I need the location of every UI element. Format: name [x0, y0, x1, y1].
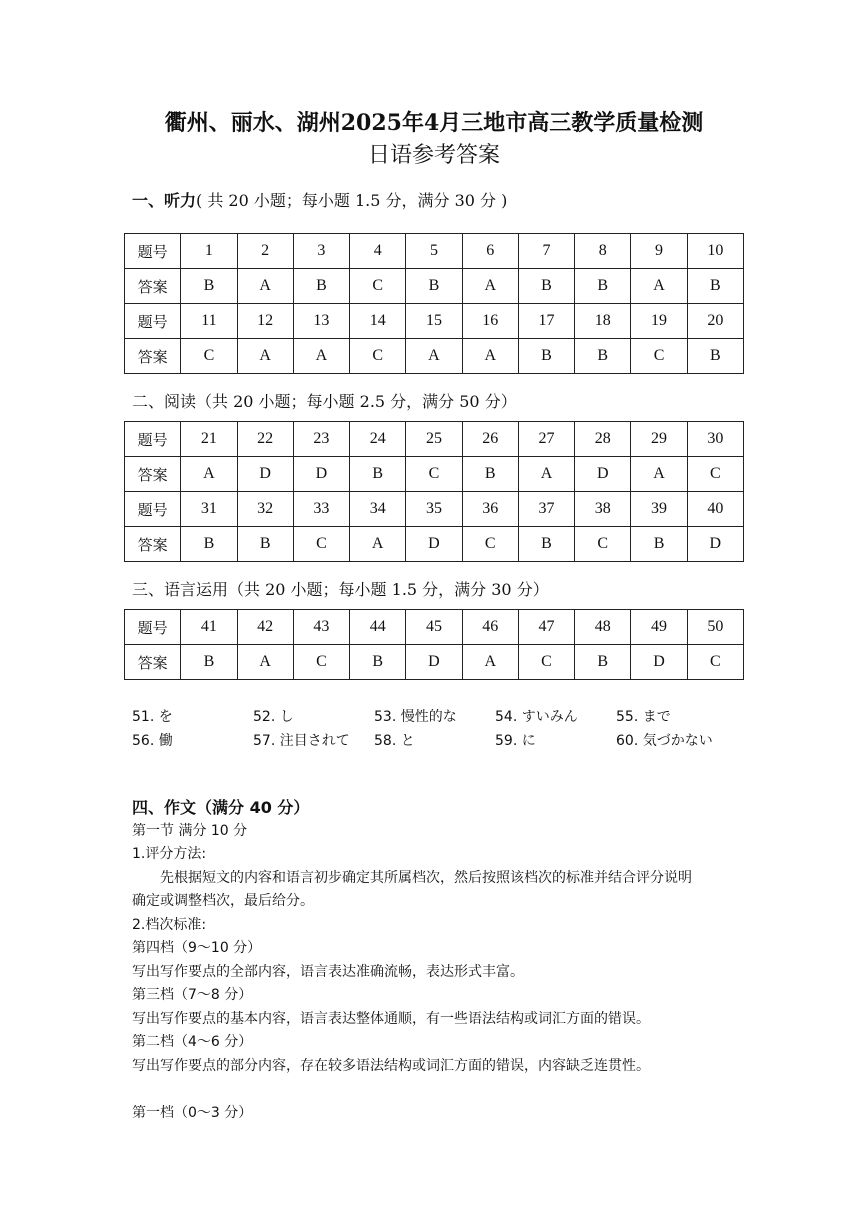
table-cell: D: [406, 527, 462, 562]
page-title: 衢州、丽水、湖州2025年4月三地市高三教学质量检测: [164, 110, 704, 136]
row-label: 答案: [125, 269, 181, 304]
row-label: 答案: [125, 645, 181, 680]
page-subtitle: 日语参考答案: [367, 143, 500, 168]
table-cell: 3: [293, 234, 349, 269]
table-cell: 36: [462, 492, 518, 527]
row-label: 题号: [125, 422, 181, 457]
table-cell: 17: [518, 304, 574, 339]
fill-in-row: [132, 704, 752, 728]
table-cell: 7: [518, 234, 574, 269]
fill-in-answer: 56. 働: [132, 733, 173, 749]
table-cell: D: [293, 457, 349, 492]
table-cell: 27: [518, 422, 574, 457]
table-cell: B: [350, 457, 406, 492]
section-reading-heading: [132, 389, 517, 412]
paragraph-line: 1.评分方法:: [132, 846, 207, 862]
table-cell: C: [462, 527, 518, 562]
fill-in-answer: 52. し: [253, 709, 294, 725]
paragraph-line: 第三档（7～8 分）: [132, 987, 253, 1003]
table-cell: 11: [181, 304, 237, 339]
table-cell: C: [687, 457, 743, 492]
table-cell: 40: [687, 492, 743, 527]
table-row: [125, 304, 744, 339]
paragraph-line: 2.档次标准:: [132, 916, 207, 933]
table-cell: A: [462, 269, 518, 304]
table-cell: 42: [237, 610, 293, 645]
table-cell: C: [406, 457, 462, 492]
paragraph-line: 第四档（9～10 分）: [132, 940, 262, 956]
table-cell: B: [350, 645, 406, 680]
table-cell: 26: [462, 422, 518, 457]
table-cell: B: [237, 527, 293, 562]
fill-in-answer: 60. 気づかない: [616, 733, 713, 749]
paragraph-line: 第二档（4～6 分）: [132, 1034, 253, 1050]
writing-section: [132, 796, 752, 1125]
table-row: [125, 610, 744, 645]
row-label: 题号: [125, 492, 181, 527]
paragraph-line: 确定或调整档次，最后给分。: [132, 893, 314, 909]
row-label: 答案: [125, 457, 181, 492]
paragraph-line: 第一节 满分 10 分: [132, 822, 248, 839]
table-cell: B: [575, 269, 631, 304]
table-cell: C: [293, 645, 349, 680]
table-cell: C: [631, 339, 687, 374]
paragraph-line: 先根据短文的内容和语言初步确定其所属档次，然后按照该档次的标准并结合评分说明: [160, 869, 692, 886]
fill-in-row: [132, 728, 752, 752]
table-cell: 1: [181, 234, 237, 269]
table-row: [125, 339, 744, 374]
blank-line: [132, 1078, 752, 1102]
table-cell: 20: [687, 304, 743, 339]
table-row: [125, 269, 744, 304]
table-cell: 33: [293, 492, 349, 527]
fill-in-answer: 54. すいみん: [495, 709, 578, 725]
row-label: 答案: [125, 339, 181, 374]
table-cell: 46: [462, 610, 518, 645]
table-cell: 21: [181, 422, 237, 457]
fill-in-answers: [132, 704, 752, 752]
row-label: 答案: [125, 527, 181, 562]
table-cell: 35: [406, 492, 462, 527]
table-cell: 14: [350, 304, 406, 339]
table-cell: 32: [237, 492, 293, 527]
table-cell: C: [575, 527, 631, 562]
table-cell: B: [518, 269, 574, 304]
table-cell: A: [462, 645, 518, 680]
table-cell: B: [575, 645, 631, 680]
table-cell: 24: [350, 422, 406, 457]
table-cell: 18: [575, 304, 631, 339]
table-cell: B: [181, 645, 237, 680]
table-cell: 19: [631, 304, 687, 339]
paragraph-line: 写出写作要点的全部内容，语言表达准确流畅，表达形式丰富。: [132, 963, 524, 980]
table-cell: 16: [462, 304, 518, 339]
table-cell: C: [687, 645, 743, 680]
table-cell: D: [687, 527, 743, 562]
table-cell: A: [406, 339, 462, 374]
table-cell: B: [181, 527, 237, 562]
table-cell: A: [293, 339, 349, 374]
listening-answer-table: [124, 233, 744, 374]
table-cell: C: [350, 339, 406, 374]
table-cell: 34: [350, 492, 406, 527]
table-cell: 37: [518, 492, 574, 527]
table-cell: 43: [293, 610, 349, 645]
table-cell: 48: [575, 610, 631, 645]
table-cell: 38: [575, 492, 631, 527]
row-label: 题号: [125, 610, 181, 645]
table-cell: D: [575, 457, 631, 492]
table-cell: A: [350, 527, 406, 562]
table-cell: 8: [575, 234, 631, 269]
table-row: [125, 234, 744, 269]
fill-in-answer: 58. と: [374, 733, 415, 749]
table-cell: B: [575, 339, 631, 374]
table-cell: B: [518, 527, 574, 562]
table-cell: C: [293, 527, 349, 562]
table-cell: 44: [350, 610, 406, 645]
table-cell: D: [631, 645, 687, 680]
table-row: [125, 422, 744, 457]
table-cell: 25: [406, 422, 462, 457]
table-cell: A: [181, 457, 237, 492]
table-cell: 6: [462, 234, 518, 269]
section-detail: （共 20 小题；每小题 2.5 分，满分 50 分）: [196, 392, 517, 411]
section-listening-heading: [132, 188, 507, 211]
table-cell: 31: [181, 492, 237, 527]
table-cell: C: [518, 645, 574, 680]
reading-answer-table: [124, 421, 744, 562]
section-detail: ( 共 20 小题；每小题 1.5 分，满分 30 分 ): [196, 191, 508, 210]
table-cell: B: [518, 339, 574, 374]
table-cell: 2: [237, 234, 293, 269]
table-cell: 10: [687, 234, 743, 269]
table-cell: 22: [237, 422, 293, 457]
table-cell: 5: [406, 234, 462, 269]
language-use-answer-table: [124, 609, 744, 680]
section-detail: （共 20 小题；每小题 1.5 分，满分 30 分）: [228, 580, 549, 599]
table-cell: 50: [687, 610, 743, 645]
table-cell: 23: [293, 422, 349, 457]
fill-in-answer: 59. に: [495, 733, 536, 749]
table-cell: A: [237, 645, 293, 680]
table-cell: 45: [406, 610, 462, 645]
table-cell: 47: [518, 610, 574, 645]
table-cell: 28: [575, 422, 631, 457]
table-cell: B: [462, 457, 518, 492]
paragraph-line: 写出写作要点的部分内容，存在较多语法结构或词汇方面的错误，内容缺乏连贯性。: [132, 1057, 650, 1074]
section-language-use-heading: [132, 577, 549, 600]
table-cell: A: [462, 339, 518, 374]
table-cell: A: [631, 457, 687, 492]
table-cell: 49: [631, 610, 687, 645]
table-cell: A: [518, 457, 574, 492]
row-label: 题号: [125, 234, 181, 269]
section-writing-heading: 四、作文（满分 40 分）: [132, 798, 310, 817]
fill-in-answer: 57. 注目されて: [253, 733, 350, 749]
table-cell: D: [406, 645, 462, 680]
table-cell: B: [181, 269, 237, 304]
row-label: 题号: [125, 304, 181, 339]
section-title: 一、听力: [132, 191, 197, 210]
table-cell: A: [237, 269, 293, 304]
table-cell: 4: [350, 234, 406, 269]
paragraph-line: 写出写作要点的基本内容，语言表达整体通顺，有一些语法结构或词汇方面的错误。: [132, 1010, 650, 1027]
table-cell: 39: [631, 492, 687, 527]
table-cell: 15: [406, 304, 462, 339]
table-cell: A: [631, 269, 687, 304]
fill-in-answer: 55. まで: [616, 709, 671, 725]
table-cell: 13: [293, 304, 349, 339]
table-cell: 9: [631, 234, 687, 269]
section-title: 二、阅读: [132, 392, 197, 411]
table-row: [125, 645, 744, 680]
table-cell: 12: [237, 304, 293, 339]
table-row: [125, 527, 744, 562]
table-cell: D: [237, 457, 293, 492]
table-cell: B: [687, 269, 743, 304]
table-row: [125, 492, 744, 527]
table-row: [125, 457, 744, 492]
section-title: 三、语言运用: [132, 580, 229, 599]
table-cell: 41: [181, 610, 237, 645]
table-cell: C: [181, 339, 237, 374]
table-cell: C: [350, 269, 406, 304]
fill-in-answer: 51. を: [132, 709, 173, 725]
table-cell: B: [687, 339, 743, 374]
table-cell: 30: [687, 422, 743, 457]
table-cell: B: [631, 527, 687, 562]
table-cell: A: [237, 339, 293, 374]
table-cell: B: [406, 269, 462, 304]
paragraph-line: 第一档（0～3 分）: [132, 1104, 253, 1121]
fill-in-answer: 53. 慢性的な: [374, 709, 457, 725]
table-cell: 29: [631, 422, 687, 457]
table-cell: B: [293, 269, 349, 304]
